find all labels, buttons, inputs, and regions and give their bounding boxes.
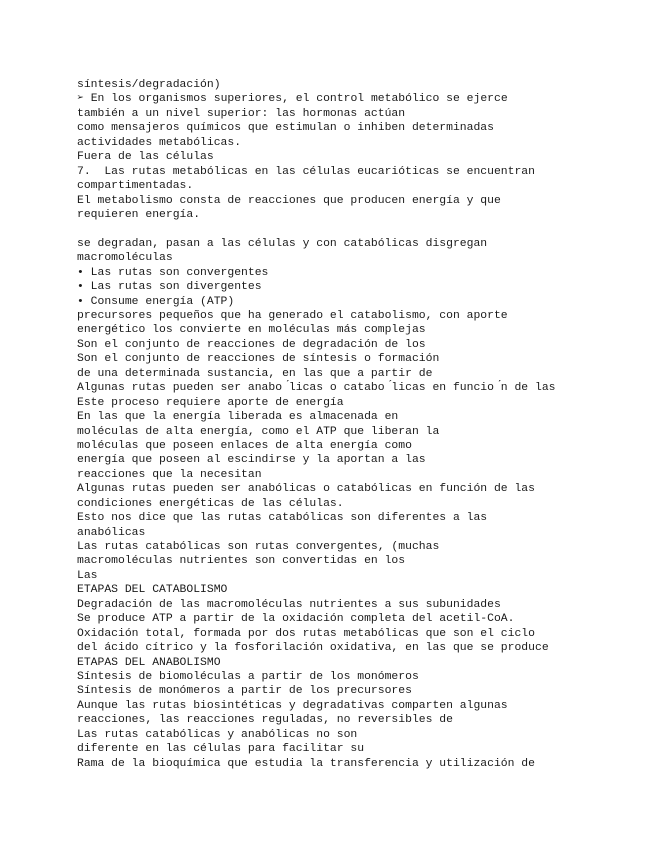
text-line: macromoléculas bbox=[77, 252, 173, 265]
text-line: requieren energía. bbox=[77, 208, 201, 221]
text-line: del ácido cítrico y la fosforilación oxidativa, en las que se produce bbox=[77, 642, 549, 655]
text-line: compartimentadas. bbox=[77, 180, 194, 193]
text-line: precursores pequeños que ha generado el catabolismo, con aporte bbox=[77, 310, 508, 322]
text-line: Fuera de las células bbox=[77, 151, 214, 164]
text-line: condiciones energéticas de las células. bbox=[77, 497, 344, 510]
text-line: Se produce ATP a partir de la oxidación completa del acetil-CoA. bbox=[77, 613, 515, 626]
text-line: Las bbox=[77, 569, 98, 582]
text-line: energía que poseen al escindirse y la aportan a las bbox=[77, 454, 426, 467]
text-line: El metabolismo consta de reacciones que producen energía y que bbox=[77, 194, 501, 207]
text-line: diferente en las células para facilitar su bbox=[77, 743, 365, 756]
text-line: reacciones que la necesitan bbox=[77, 468, 262, 481]
text-line: Son el conjunto de reacciones de síntesis o formación bbox=[77, 353, 440, 366]
blank-line bbox=[77, 222, 652, 236]
text-line: Esto nos dice que las rutas catabólicas son diferentes a las bbox=[77, 512, 488, 525]
text-line: Degradación de las macromoléculas nutrientes a sus subunidades bbox=[77, 598, 501, 611]
text-line: como mensajeros químicos que estimulan o inhiben determinadas bbox=[77, 122, 494, 135]
text-line: actividades metabólicas. bbox=[77, 136, 242, 149]
section-heading-anabolism: ETAPAS DEL ANABOLISMO bbox=[77, 656, 221, 669]
text-line: de una determinada sustancia, en las que a partir de bbox=[77, 367, 433, 380]
text-line: Oxidación total, formada por dos rutas metabólicas que son el ciclo bbox=[77, 627, 535, 640]
text-line: Síntesis de monómeros a partir de los precursores bbox=[77, 685, 412, 698]
text-line: se degradan, pasan a las células y con catabólicas disgregan bbox=[77, 237, 488, 250]
text-line: 7. Las rutas metabólicas en las células eucarióticas se encuentran bbox=[77, 165, 535, 178]
bullet-item: • Las rutas son divergentes bbox=[77, 281, 262, 294]
text-line: Algunas rutas pueden ser anabo ́licas o catabo ́licas en funcio ́n de las bbox=[77, 382, 556, 395]
text-line: Las rutas catabólicas y anabólicas no son bbox=[77, 728, 358, 741]
text-line: anabólicas bbox=[77, 526, 146, 539]
section-heading-catabolism: ETAPAS DEL CATABOLISMO bbox=[77, 584, 228, 597]
text-line: Rama de la bioquímica que estudia la transferencia y utilización de bbox=[77, 757, 535, 770]
text-line: Aunque las rutas biosintéticas y degradativas comparten algunas bbox=[77, 699, 508, 712]
document-body bbox=[77, 78, 652, 771]
text-line: también a un nivel superior: las hormonas actúan bbox=[77, 107, 406, 120]
text-line: moléculas que poseen enlaces de alta energía como bbox=[77, 439, 412, 452]
text-line: reacciones, las reacciones reguladas, no reversibles de bbox=[77, 714, 453, 727]
bullet-item: • Las rutas son convergentes bbox=[77, 266, 269, 279]
text-line: macromoléculas nutrientes son convertidas en los bbox=[77, 555, 406, 568]
text-line: ➢ En los organismos superiores, el control metabólico se ejerce bbox=[77, 93, 508, 106]
text-line: Algunas rutas pueden ser anabólicas o catabólicas en función de las bbox=[77, 483, 535, 496]
text-line: energético los convierte en moléculas más complejas bbox=[77, 324, 426, 337]
bullet-item: • Consume energía (ATP) bbox=[77, 295, 235, 308]
text-line: En las que la energía liberada es almacenada en bbox=[77, 411, 399, 424]
text-line: moléculas de alta energía, como el ATP que liberan la bbox=[77, 425, 440, 438]
text-line: Las rutas catabólicas son rutas convergentes, (muchas bbox=[77, 541, 440, 553]
text-line: Síntesis de biomoléculas a partir de los monómeros bbox=[77, 670, 419, 683]
text-line: Este proceso requiere aporte de energía bbox=[77, 396, 344, 409]
text-line: Son el conjunto de reacciones de degradación de los bbox=[77, 338, 426, 351]
text-line: síntesis/degradación) bbox=[77, 79, 221, 91]
